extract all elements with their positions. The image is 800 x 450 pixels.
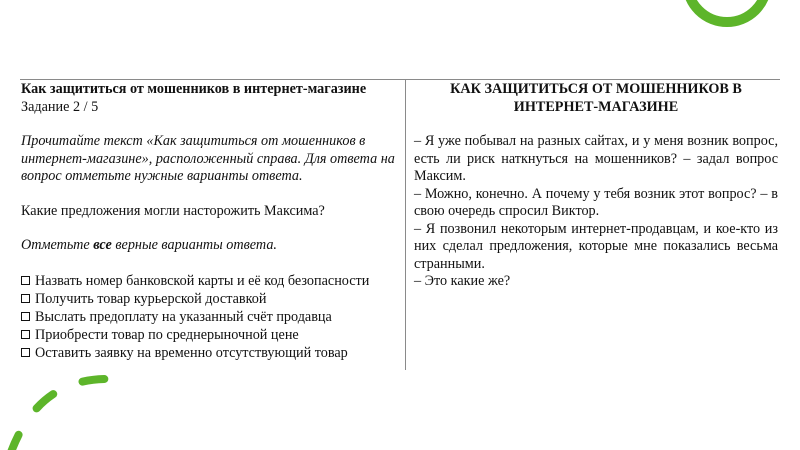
checkbox[interactable] xyxy=(21,294,30,303)
text-paragraph: – Я позвонил некоторым интернет-продавцам, и кое-кто из них сделал предложения, которые мне показались весьма странными. xyxy=(414,220,778,272)
text-heading: КАК ЗАЩИТИТЬСЯ ОТ МОШЕННИКОВ В ИНТЕРНЕТ-МАГАЗИНЕ xyxy=(450,81,742,115)
task-question: Какие предложения могли насторожить Максима? xyxy=(21,202,325,219)
top-divider xyxy=(20,79,780,80)
task-instruction: Прочитайте текст «Как защититься от мошенников в интернет-магазине», расположенный справа. Для ответа на вопрос отметьте нужные варианты ответа. xyxy=(21,133,395,184)
reading-text-panel xyxy=(414,81,778,291)
text-paragraph: – Это какие же? xyxy=(414,273,511,289)
answer-option[interactable]: Получить товар курьерской доставкой xyxy=(21,290,401,308)
task-title: Как защититься от мошенников в интернет-магазине xyxy=(21,81,367,97)
answer-options xyxy=(21,272,401,362)
task-counter: Задание 2 / 5 xyxy=(21,98,99,115)
answer-option[interactable]: Приобрести товар по среднерыночной цене xyxy=(21,326,401,344)
answer-option[interactable]: Выслать предоплату на указанный счёт продавца xyxy=(21,308,401,326)
text-paragraph: – Я уже побывал на разных сайтах, и у меня возник вопрос, есть ли риск наткнуться на мошенников? – задал вопрос Максим. xyxy=(414,133,778,184)
answer-option[interactable]: Оставить заявку на временно отсутствующий товар xyxy=(21,344,401,362)
column-divider xyxy=(405,79,406,370)
text-paragraph: – Можно, конечно. А почему у тебя возник этот вопрос? – в свою очередь спросил Виктор. xyxy=(414,185,778,219)
green-circle-decoration xyxy=(680,0,780,40)
task-panel xyxy=(21,81,401,362)
green-dashed-arc-decoration xyxy=(0,360,140,450)
checkbox[interactable] xyxy=(21,330,30,339)
checkbox[interactable] xyxy=(21,312,30,321)
checkbox[interactable] xyxy=(21,348,30,357)
task-hint: Отметьте все верные варианты ответа. xyxy=(21,237,277,253)
checkbox[interactable] xyxy=(21,276,30,285)
answer-option[interactable]: Назвать номер банковской карты и её код безопасности xyxy=(21,272,401,290)
